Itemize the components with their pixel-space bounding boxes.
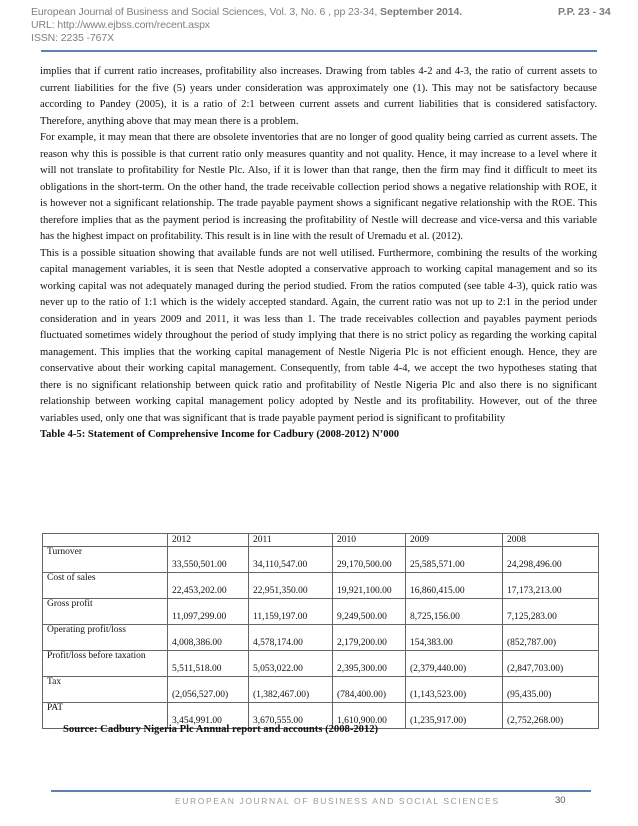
cell: 4,008,386.00 [168,625,249,651]
paragraph: This is a possible situation showing that available funds are not well utilised. Furthermore, combining the results of the working capital management variables, it is seen that Nestle adopted a conservative approach to working capital management and so its working capital was not adequately managed during the period studied. From the ratios computed (see table 4-3), quick ratio was never up to the ratio of 1:1 which is the widely accepted standard. Again, the current ratio was not up to 2:1 in the period under consideration and in years 2009 and 2011, it was less than 1. The trade receivables collection and payables payment periods fluctuated sometimes widely throughout the period of study implying that there is no strict policy as regarding the working capital management. This implies that the working capital management of Nestle Nigeria Plc is not efficient enough. Hence, they are conservative about their working capital management. Consequently, from table 4-4, we accept the two hypotheses stating that there is no significant relationship between quick ratio and profitability of Nestle Nigeria Plc and also there is no significant relationship between working capital management policy adopted by Nestle and its profitability. However, out of the three variables used, only one that was significant that is trade payable payment period is significant to profitability [40,247,597,424]
cell: 19,921,100.00 [333,573,406,599]
cell: 17,173,213.00 [503,573,599,599]
cell: (1,143,523.00) [406,677,503,703]
cell: (1,382,467.00) [249,677,333,703]
table-row [43,625,599,651]
cell: 11,159,197.00 [249,599,333,625]
row-label: Cost of sales [43,573,168,599]
table-header-row [43,534,599,547]
cell: 34,110,547.00 [249,547,333,573]
cell: 33,550,501.00 [168,547,249,573]
table-row [43,677,599,703]
cell: 1,610,900.00 [333,703,406,729]
footer-rule [51,790,591,792]
paragraph: For example, it may mean that there are obsolete inventories that are no longer of good quality being carried as current assets. The reason why this is possible is that current ratio only measures quantity and not quality. Hence, it may increase to a level where it will not translate to profitability for Nestle Plc. Also, if it is lower than that range, then the firm may find it difficult to meet its obligations in the short-term. On the other hand, the trade receivable collection period shows a negative relationship with ROE, it is however not a significant relationship. The trade payable payment shows a significant negative relationship with the ROE. This therefore implies that as the payment period is increasing the profitability of Nestle will decrease and vice-versa and this variable has the highest impact on profitability. This result is in line with the result of Uremadu et al. (2012). [40,132,597,242]
cell: (2,847,703.00) [503,651,599,677]
page-number: 30 [555,795,566,806]
column-header: 2010 [333,534,406,547]
cell: 29,170,500.00 [333,547,406,573]
column-header: 2008 [503,534,599,547]
cell: 5,511,518.00 [168,651,249,677]
table-row [43,547,599,573]
cell: 4,578,174.00 [249,625,333,651]
cell: (1,235,917.00) [406,703,503,729]
cell: (2,056,527.00) [168,677,249,703]
footer-journal-name: EUROPEAN JOURNAL OF BUSINESS AND SOCIAL SCIENCES [175,796,500,806]
table-source: Source: Cadbury Nigeria Plc Annual report and accounts (2008-2012) [63,724,379,735]
income-statement-table [42,533,599,729]
cell: (852,787.00) [503,625,599,651]
paragraph: implies that if current ratio increases, profitability also increases. Drawing from tables 4-2 and 4-3, the ratio of current assets to current liabilities for the five (5) years under consideration was approximately one (1). This may not be satisfactory because according to Pandey (2005), it is a ratio of 2:1 between current assets and current liabilities that is considered satisfactory. Therefore, anything above that may mean there is a problem. [40,66,597,127]
journal-citation [31,6,462,18]
table-row [43,599,599,625]
row-label: Turnover [43,547,168,573]
cell: (784,400.00) [333,677,406,703]
table-row [43,573,599,599]
cell: 3,454,991.00 [168,703,249,729]
cell: 24,298,496.00 [503,547,599,573]
row-label: Tax [43,677,168,703]
table-caption: Table 4-5: Statement of Comprehensive Income for Cadbury (2008-2012) N’000 [40,429,400,440]
row-label: Gross profit [43,599,168,625]
column-header: 2012 [168,534,249,547]
citation-date: September 2014. [380,6,463,18]
citation-text: European Journal of Business and Social Sciences, Vol. 3, No. 6 , pp 23-34, [31,6,381,18]
table-row [43,651,599,677]
cell: 3,670,555.00 [249,703,333,729]
cell: 9,249,500.00 [333,599,406,625]
cell: 22,453,202.00 [168,573,249,599]
cell: 7,125,283.00 [503,599,599,625]
cell: 16,860,415.00 [406,573,503,599]
column-header: 2011 [249,534,333,547]
journal-issn: ISSN: 2235 -767X [31,32,115,44]
row-label: PAT [43,703,168,729]
cell: 22,951,350.00 [249,573,333,599]
row-label: Profit/loss before taxation [43,651,168,677]
cell: 5,053,022.00 [249,651,333,677]
cell: (95,435.00) [503,677,599,703]
cell: 8,725,156.00 [406,599,503,625]
cell: 25,585,571.00 [406,547,503,573]
column-header: 2009 [406,534,503,547]
article-body [40,64,597,444]
cell: 2,179,200.00 [333,625,406,651]
cell: (2,379,440.00) [406,651,503,677]
column-header [43,534,168,547]
page-range: P.P. 23 - 34 [558,6,611,18]
cell: 11,097,299.00 [168,599,249,625]
cell: (2,752,268.00) [503,703,599,729]
journal-url: URL: http://www.ejbss.com/recent.aspx [31,19,210,31]
row-label: Operating profit/loss [43,625,168,651]
header-rule [41,50,597,52]
cell: 2,395,300.00 [333,651,406,677]
cell: 154,383.00 [406,625,503,651]
